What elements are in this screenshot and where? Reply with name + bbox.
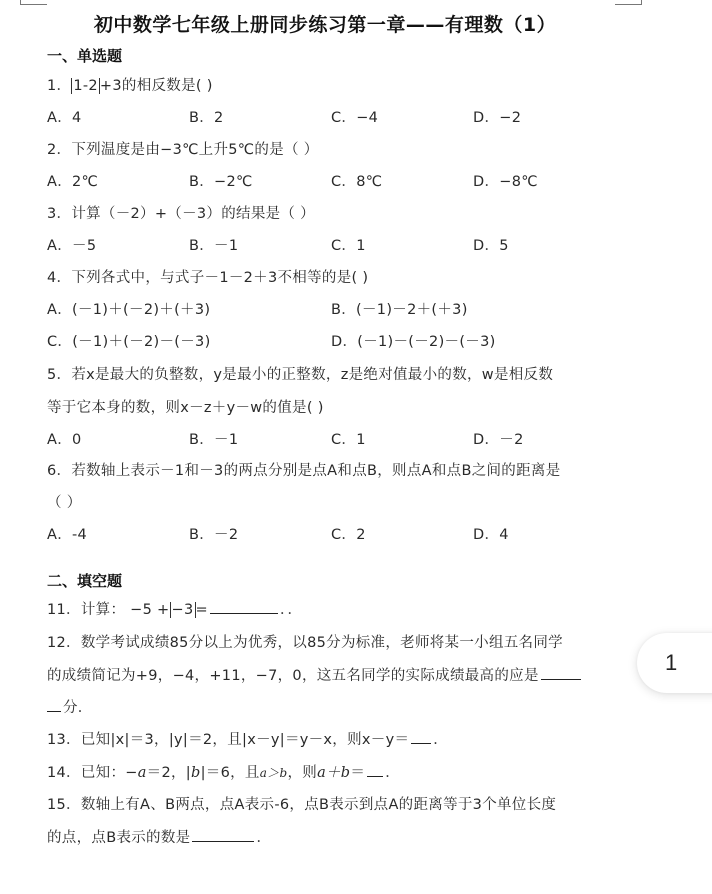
variable-a: a (137, 765, 147, 781)
option-d: D．4 (473, 527, 509, 543)
question-number: 3． (47, 206, 72, 222)
answer-blank (192, 829, 254, 842)
option-d: D．(－1)－(－2)－(－3) (331, 334, 496, 350)
question-end: ． (433, 732, 449, 748)
option-d: D．−2 (473, 110, 522, 126)
question-3 (47, 202, 315, 223)
question-text: |＝6，且 (200, 765, 260, 781)
question-14 (47, 761, 400, 782)
question-stem: 计算（－2）+（－3）的结果是（ ） (71, 206, 315, 222)
question-number: 4． (47, 270, 72, 286)
question-stem-line-2: 的点，点B表示的数是 (47, 830, 191, 846)
question-stem: 下列温度是由−3℃上升5℃的是（ ） (71, 142, 319, 158)
crop-mark-left (20, 0, 47, 5)
answer-blank (367, 764, 383, 777)
question-text: ，则 (287, 765, 318, 781)
question-stem-line-1: 若x是最大的负整数，y是最小的正整数，z是绝对值最小的数，w是相反数 (71, 367, 554, 383)
answer-blank (541, 667, 581, 680)
option-b: B．－2 (189, 527, 239, 543)
question-6 (47, 459, 561, 480)
question-number: 15． (47, 797, 81, 813)
question-text: ＝ (350, 765, 366, 781)
question-15 (47, 793, 556, 814)
question-number: 6． (47, 463, 72, 479)
page-indicator[interactable] (637, 633, 712, 693)
option-d: D．5 (473, 238, 509, 254)
answer-blank (210, 601, 278, 614)
sum-expression: a＋b (317, 765, 351, 781)
question-end: 分． (63, 700, 93, 716)
answer-blank (411, 731, 431, 744)
question-12-line-3 (47, 696, 93, 717)
option-b: B．2 (189, 110, 224, 126)
option-a: A．-4 (47, 527, 88, 543)
question-text: 已知：− (80, 765, 138, 781)
option-c: C．−4 (331, 110, 379, 126)
inequality: a＞b (259, 766, 288, 780)
option-b: B．−2℃ (189, 174, 253, 190)
question-text: ＝2，| (146, 765, 191, 781)
section-heading-fill-in: 二、填空题 (47, 572, 123, 590)
question-stem-line-1: 若数轴上表示－1和－3的两点分别是点A和点B，则点A和点B之间的距离是 (71, 463, 561, 479)
option-b: B．(－1)－2＋(＋3) (331, 302, 468, 318)
option-a: A．4 (47, 110, 82, 126)
document-title: 初中数学七年级上册同步练习第一章——有理数（1） (93, 14, 557, 36)
question-4 (47, 266, 368, 287)
question-6-line-2: （ ） (47, 495, 82, 511)
question-stem: 下列各式中，与式子－1－2＋3不相等的是( ) (71, 270, 369, 286)
question-13 (47, 728, 448, 749)
option-a: A．0 (47, 432, 82, 448)
question-12 (47, 631, 563, 652)
option-b: B．－1 (189, 432, 239, 448)
option-d: D．−8℃ (473, 174, 538, 190)
question-1 (47, 74, 213, 95)
question-2 (47, 138, 319, 159)
option-c: C．8℃ (331, 174, 383, 190)
absolute-value-expression: −3 (171, 602, 194, 618)
question-5-line-2: 等于它本身的数，则x－z＋y－w的值是( ) (47, 400, 324, 416)
question-stem: 已知|x|＝3，|y|＝2，且|x－y|＝y－x，则x－y＝ (80, 732, 410, 748)
option-c: C．2 (331, 527, 366, 543)
option-a: A．－5 (47, 238, 97, 254)
option-a: A．2℃ (47, 174, 99, 190)
question-end: ． (256, 830, 272, 846)
absolute-value-expression: 1-2 (73, 78, 98, 94)
question-11 (47, 598, 302, 619)
question-15-line-2 (47, 826, 271, 847)
equals-sign: = (195, 602, 208, 618)
option-b: B．－1 (189, 238, 239, 254)
option-d: D．－2 (473, 432, 524, 448)
question-stem: 计算： −5 + (80, 602, 170, 618)
question-number: 14． (47, 765, 81, 781)
answer-blank-continued (47, 699, 61, 712)
question-number: 12． (47, 635, 81, 651)
question-number: 13． (47, 732, 81, 748)
current-page-number: 1 (665, 650, 678, 675)
option-a: A．(－1)＋(－2)＋(＋3) (47, 302, 211, 318)
option-c: C．1 (331, 238, 366, 254)
question-stem-line-2: 的成绩简记为+9，−4，+11，−7，0，这五名同学的实际成绩最高的应是 (47, 668, 539, 684)
question-number: 1． (47, 78, 72, 94)
variable-b: b (190, 765, 201, 781)
question-end: ．． (279, 602, 303, 618)
question-12-line-2 (47, 664, 583, 685)
question-number: 5． (47, 367, 72, 383)
option-c: C．(－1)＋(－2)－(－3) (47, 334, 211, 350)
section-heading-single-choice: 一、单选题 (47, 47, 123, 65)
option-c: C．1 (331, 432, 366, 448)
question-end: ． (385, 765, 401, 781)
question-number: 2． (47, 142, 72, 158)
crop-mark-right (615, 0, 642, 5)
question-stem-line-1: 数轴上有A、B两点，点A表示-6，点B表示到点A的距离等于3个单位长度 (80, 797, 557, 813)
question-stem: +3的相反数是( ) (99, 78, 213, 94)
question-5 (47, 363, 553, 384)
question-stem-line-1: 数学考试成绩85分以上为优秀，以85分为标准，老师将某一小组五名同学 (80, 635, 563, 651)
question-number: 11． (47, 602, 81, 618)
